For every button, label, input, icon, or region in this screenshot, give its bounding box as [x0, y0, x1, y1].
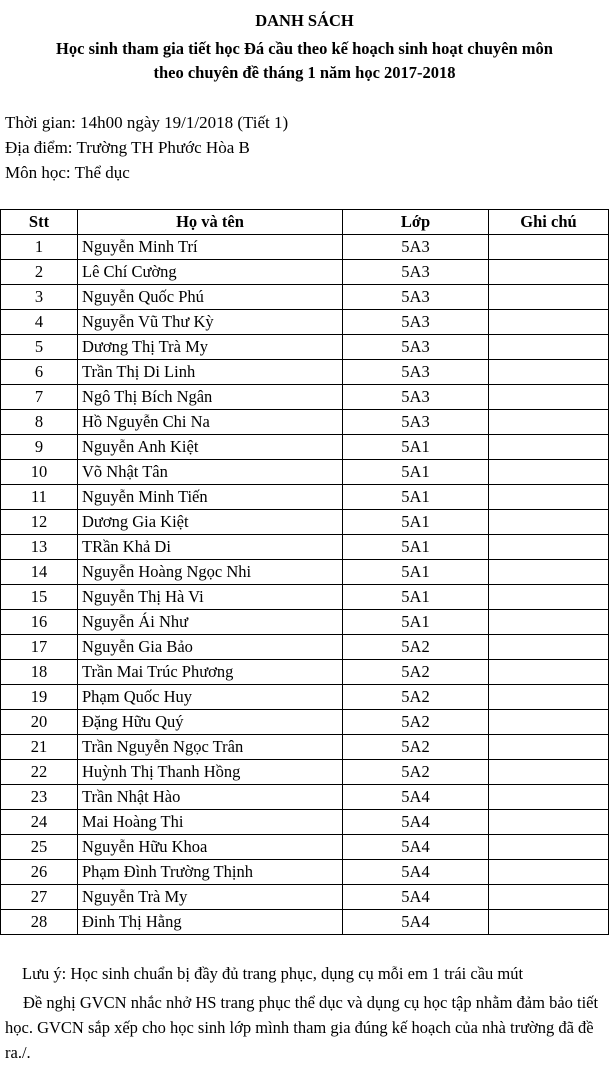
row-name: Trần Mai Trúc Phương: [78, 660, 343, 685]
row-note: [489, 760, 609, 785]
row-name: TRần Khả Di: [78, 535, 343, 560]
row-name: Mai Hoàng Thi: [78, 810, 343, 835]
row-class: 5A2: [343, 685, 489, 710]
row-note: [489, 810, 609, 835]
row-name: Nguyễn Anh Kiệt: [78, 435, 343, 460]
table-row: [1, 585, 609, 610]
row-stt: 28: [1, 910, 78, 935]
note-text: Lưu ý: Học sinh chuẩn bị đầy đủ trang phục, dụng cụ mỗi em 1 trái cầu mút: [22, 964, 524, 983]
row-note: [489, 310, 609, 335]
row-stt: 18: [1, 660, 78, 685]
row-note: [489, 610, 609, 635]
row-stt: 20: [1, 710, 78, 735]
row-stt: 23: [1, 785, 78, 810]
table-row: [1, 835, 609, 860]
row-note: [489, 685, 609, 710]
row-name: Trần Thị Di Linh: [78, 360, 343, 385]
row-class: 5A1: [343, 460, 489, 485]
row-note: [489, 385, 609, 410]
row-note: [489, 335, 609, 360]
table-row: [1, 685, 609, 710]
row-class: 5A1: [343, 510, 489, 535]
row-stt: 25: [1, 835, 78, 860]
row-note: [489, 860, 609, 885]
table-row: [1, 285, 609, 310]
table-row: [1, 535, 609, 560]
row-stt: 8: [1, 410, 78, 435]
place-info: Địa điểm: Trường TH Phước Hòa B: [5, 138, 250, 157]
table-row: [1, 710, 609, 735]
row-name: Trần Nguyễn Ngọc Trân: [78, 735, 343, 760]
row-note: [489, 910, 609, 935]
table-row: [1, 410, 609, 435]
document-subtitle-line2: theo chuyên đề tháng 1 năm học 2017-2018: [153, 63, 456, 82]
row-name: Trần Nhật Hào: [78, 785, 343, 810]
row-class: 5A3: [343, 310, 489, 335]
row-class: 5A1: [343, 435, 489, 460]
table-row: [1, 810, 609, 835]
row-name: Nguyễn Ái Như: [78, 610, 343, 635]
row-name: Nguyễn Hữu Khoa: [78, 835, 343, 860]
row-name: Đặng Hữu Quý: [78, 710, 343, 735]
table-row: [1, 335, 609, 360]
row-note: [489, 635, 609, 660]
row-name: Đinh Thị Hằng: [78, 910, 343, 935]
row-stt: 17: [1, 635, 78, 660]
row-note: [489, 510, 609, 535]
row-name: Huỳnh Thị Thanh Hồng: [78, 760, 343, 785]
row-name: Nguyễn Minh Trí: [78, 235, 343, 260]
row-name: Nguyễn Trà My: [78, 885, 343, 910]
row-name: Phạm Quốc Huy: [78, 685, 343, 710]
row-stt: 19: [1, 685, 78, 710]
table-row: [1, 785, 609, 810]
request-text: Đề nghị GVCN nhắc nhở HS trang phục thể dục và dụng cụ học tập nhằm đảm bảo tiết học. GVCN sắp xếp cho học sinh lớp mình tham gia đúng kế hoạch của nhà trường đã đề ra./.: [5, 993, 599, 1062]
row-note: [489, 485, 609, 510]
table-row: [1, 360, 609, 385]
row-class: 5A1: [343, 610, 489, 635]
table-row: [1, 735, 609, 760]
row-stt: 5: [1, 335, 78, 360]
row-stt: 16: [1, 610, 78, 635]
row-stt: 27: [1, 885, 78, 910]
row-class: 5A4: [343, 835, 489, 860]
row-stt: 4: [1, 310, 78, 335]
row-class: 5A3: [343, 385, 489, 410]
row-name: Nguyễn Gia Bảo: [78, 635, 343, 660]
row-class: 5A2: [343, 635, 489, 660]
column-header-notes: Ghi chú: [489, 210, 609, 235]
row-name: Phạm Đình Trường Thịnh: [78, 860, 343, 885]
row-class: 5A2: [343, 660, 489, 685]
row-note: [489, 535, 609, 560]
table-row: [1, 560, 609, 585]
row-stt: 9: [1, 435, 78, 460]
row-stt: 7: [1, 385, 78, 410]
row-note: [489, 560, 609, 585]
row-note: [489, 885, 609, 910]
table-row: [1, 660, 609, 685]
row-stt: 1: [1, 235, 78, 260]
row-class: 5A1: [343, 535, 489, 560]
row-stt: 14: [1, 560, 78, 585]
row-name: Dương Gia Kiệt: [78, 510, 343, 535]
row-stt: 2: [1, 260, 78, 285]
row-class: 5A4: [343, 885, 489, 910]
table-row: [1, 260, 609, 285]
table-row: [1, 885, 609, 910]
row-class: 5A4: [343, 785, 489, 810]
row-stt: 22: [1, 760, 78, 785]
row-name: Nguyễn Minh Tiến: [78, 485, 343, 510]
table-row: [1, 510, 609, 535]
row-note: [489, 285, 609, 310]
row-stt: 15: [1, 585, 78, 610]
row-class: 5A2: [343, 735, 489, 760]
table-row: [1, 460, 609, 485]
row-note: [489, 710, 609, 735]
row-note: [489, 435, 609, 460]
row-class: 5A1: [343, 560, 489, 585]
row-class: 5A3: [343, 235, 489, 260]
row-name: Nguyễn Quốc Phú: [78, 285, 343, 310]
table-row: [1, 235, 609, 260]
row-name: Nguyễn Hoàng Ngọc Nhi: [78, 560, 343, 585]
row-name: Ngô Thị Bích Ngân: [78, 385, 343, 410]
row-name: Lê Chí Cường: [78, 260, 343, 285]
row-name: Dương Thị Trà My: [78, 335, 343, 360]
table-body: [1, 235, 609, 935]
row-name: Nguyễn Thị Hà Vi: [78, 585, 343, 610]
table-row: [1, 860, 609, 885]
row-note: [489, 785, 609, 810]
row-note: [489, 360, 609, 385]
table-row: [1, 310, 609, 335]
row-note: [489, 835, 609, 860]
row-class: 5A3: [343, 335, 489, 360]
row-note: [489, 460, 609, 485]
time-info: Thời gian: 14h00 ngày 19/1/2018 (Tiết 1): [5, 113, 289, 132]
row-name: Võ Nhật Tân: [78, 460, 343, 485]
column-header-stt: Stt: [1, 210, 78, 235]
row-class: 5A1: [343, 485, 489, 510]
row-name: Hồ Nguyễn Chi Na: [78, 410, 343, 435]
subject-info: Môn học: Thể dục: [5, 163, 130, 182]
row-note: [489, 235, 609, 260]
row-stt: 21: [1, 735, 78, 760]
table-row: [1, 910, 609, 935]
row-stt: 26: [1, 860, 78, 885]
table-row: [1, 760, 609, 785]
table-row: [1, 385, 609, 410]
row-class: 5A4: [343, 910, 489, 935]
row-note: [489, 660, 609, 685]
table-row: [1, 435, 609, 460]
row-name: Nguyễn Vũ Thư Kỳ: [78, 310, 343, 335]
row-class: 5A3: [343, 285, 489, 310]
row-class: 5A4: [343, 860, 489, 885]
row-stt: 12: [1, 510, 78, 535]
row-note: [489, 410, 609, 435]
row-stt: 13: [1, 535, 78, 560]
row-stt: 6: [1, 360, 78, 385]
row-stt: 3: [1, 285, 78, 310]
row-class: 5A3: [343, 410, 489, 435]
row-class: 5A2: [343, 710, 489, 735]
row-stt: 11: [1, 485, 78, 510]
column-header-name: Họ và tên: [78, 210, 343, 235]
row-note: [489, 260, 609, 285]
row-class: 5A3: [343, 360, 489, 385]
table-header-row: [1, 210, 609, 235]
row-stt: 10: [1, 460, 78, 485]
table-row: [1, 610, 609, 635]
row-class: 5A1: [343, 585, 489, 610]
row-class: 5A4: [343, 810, 489, 835]
row-class: 5A3: [343, 260, 489, 285]
student-table: [0, 209, 609, 935]
row-class: 5A2: [343, 760, 489, 785]
row-note: [489, 735, 609, 760]
document-title: DANH SÁCH: [255, 11, 354, 30]
table-row: [1, 635, 609, 660]
table-row: [1, 485, 609, 510]
column-header-class: Lớp: [343, 210, 489, 235]
document-subtitle-line1: Học sinh tham gia tiết học Đá cầu theo kế hoạch sinh hoạt chuyên môn: [56, 39, 553, 58]
row-stt: 24: [1, 810, 78, 835]
row-note: [489, 585, 609, 610]
